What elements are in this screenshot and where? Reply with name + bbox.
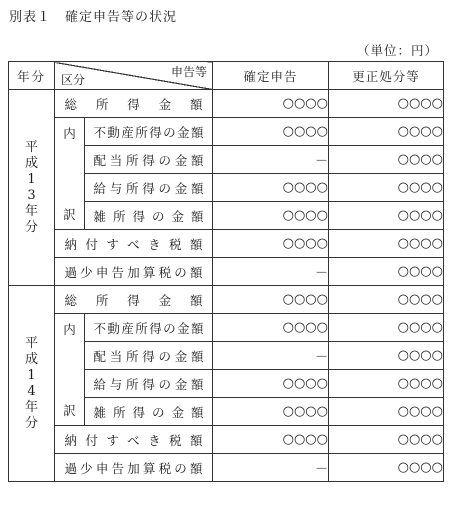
value-correction: ○○○○ bbox=[329, 342, 444, 370]
value-declaration: － bbox=[213, 146, 329, 174]
value-declaration: ○○○○ bbox=[213, 174, 329, 202]
row-label: 納付すべき税額 bbox=[55, 426, 213, 454]
value-correction: ○○○○ bbox=[329, 286, 444, 314]
value-declaration: － bbox=[213, 258, 329, 286]
row-label: 過少申告加算税の額 bbox=[55, 258, 213, 286]
header-col-declaration: 確定申告 bbox=[213, 62, 329, 90]
row-label: 納付すべき税額 bbox=[55, 230, 213, 258]
row-label: 不動産所得の金額 bbox=[85, 314, 213, 342]
breakdown-bottom: 訳 bbox=[63, 207, 76, 222]
breakdown-bottom: 訳 bbox=[63, 403, 76, 418]
declaration-table bbox=[8, 61, 444, 482]
header-year: 年分 bbox=[9, 62, 55, 90]
table-row bbox=[9, 230, 444, 258]
header-diag-bottom: 区分 bbox=[61, 73, 86, 87]
value-correction: ○○○○ bbox=[329, 314, 444, 342]
table-row bbox=[9, 314, 444, 342]
value-correction: ○○○○ bbox=[329, 454, 444, 482]
unit-note: （単位：円） bbox=[356, 43, 438, 58]
value-declaration: ○○○○ bbox=[213, 202, 329, 230]
table-row bbox=[9, 118, 444, 146]
value-correction: ○○○○ bbox=[329, 398, 444, 426]
header-col-correction: 更正処分等 bbox=[329, 62, 444, 90]
table-row bbox=[9, 90, 444, 118]
table-row bbox=[9, 454, 444, 482]
value-correction: ○○○○ bbox=[329, 230, 444, 258]
header-row bbox=[9, 62, 444, 90]
row-label: 雑所得の金額 bbox=[85, 398, 213, 426]
value-declaration: ○○○○ bbox=[213, 314, 329, 342]
value-correction: ○○○○ bbox=[329, 146, 444, 174]
value-correction: ○○○○ bbox=[329, 370, 444, 398]
breakdown-top: 内 bbox=[63, 126, 76, 141]
row-label: 不動産所得の金額 bbox=[85, 118, 213, 146]
row-label: 雑所得の金額 bbox=[85, 202, 213, 230]
year-label: 平成13年分 bbox=[24, 139, 38, 235]
value-declaration: － bbox=[213, 342, 329, 370]
row-label: 給与所得の金額 bbox=[85, 370, 213, 398]
table-row bbox=[9, 426, 444, 454]
value-correction: ○○○○ bbox=[329, 174, 444, 202]
value-declaration: ○○○○ bbox=[213, 230, 329, 258]
row-label: 過少申告加算税の額 bbox=[55, 454, 213, 482]
row-label: 配当所得の金額 bbox=[85, 342, 213, 370]
breakdown-cell bbox=[55, 314, 85, 426]
document-title: 別表１ 確定申告等の状況 bbox=[9, 10, 178, 25]
value-declaration: ○○○○ bbox=[213, 118, 329, 146]
row-label: 総所得金額 bbox=[55, 90, 213, 118]
value-correction: ○○○○ bbox=[329, 202, 444, 230]
row-label: 配当所得の金額 bbox=[85, 146, 213, 174]
value-declaration: － bbox=[213, 454, 329, 482]
year-label: 平成14年分 bbox=[24, 335, 38, 431]
year-cell bbox=[9, 90, 55, 286]
breakdown-cell bbox=[55, 118, 85, 230]
year-cell bbox=[9, 286, 55, 482]
row-label: 給与所得の金額 bbox=[85, 174, 213, 202]
header-diagonal-cell bbox=[55, 62, 213, 90]
header-diag-top: 申告等 bbox=[170, 65, 207, 79]
value-correction: ○○○○ bbox=[329, 118, 444, 146]
breakdown-top: 内 bbox=[63, 322, 76, 337]
value-correction: ○○○○ bbox=[329, 258, 444, 286]
table-row bbox=[9, 286, 444, 314]
value-declaration: ○○○○ bbox=[213, 426, 329, 454]
value-declaration: ○○○○ bbox=[213, 286, 329, 314]
value-declaration: ○○○○ bbox=[213, 370, 329, 398]
value-correction: ○○○○ bbox=[329, 426, 444, 454]
row-label: 総所得金額 bbox=[55, 286, 213, 314]
value-declaration: ○○○○ bbox=[213, 90, 329, 118]
table-row bbox=[9, 258, 444, 286]
value-declaration: ○○○○ bbox=[213, 398, 329, 426]
value-correction: ○○○○ bbox=[329, 90, 444, 118]
